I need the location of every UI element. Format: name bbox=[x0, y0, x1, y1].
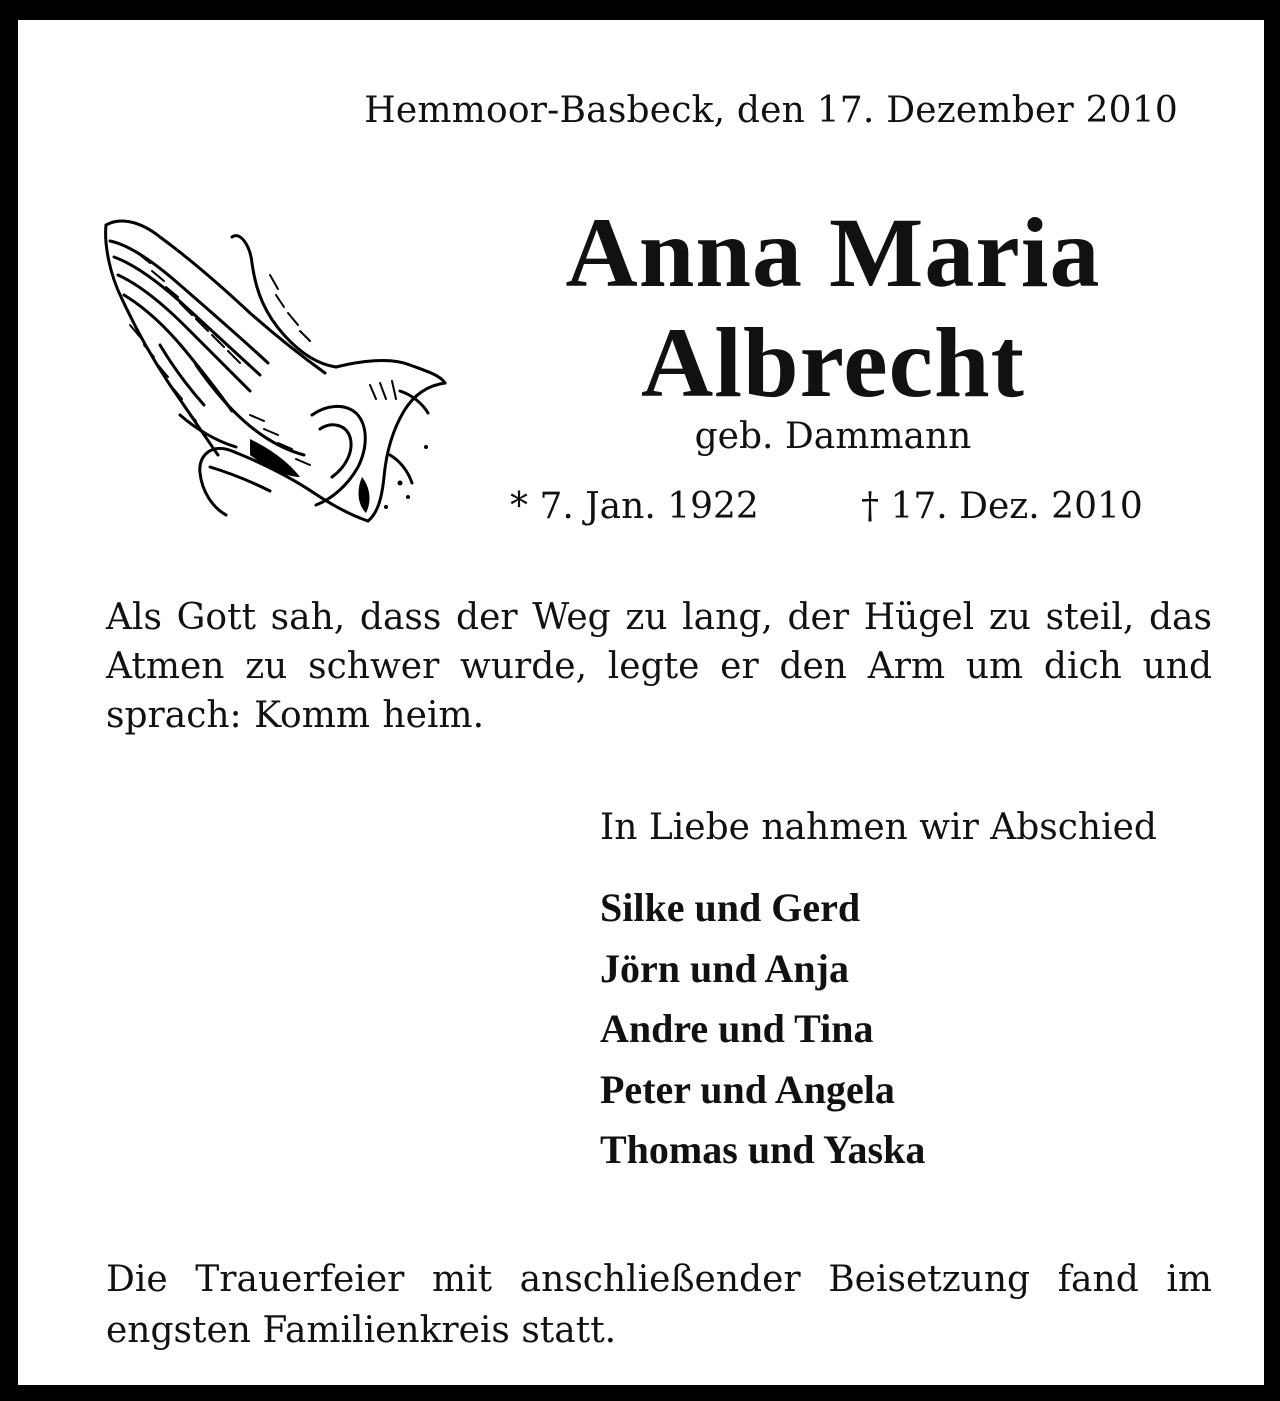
maiden-name: geb. Dammann bbox=[694, 416, 972, 457]
death-date: † 17. Dez. 2010 bbox=[861, 486, 1143, 527]
place-date: Hemmoor-Basbeck, den 17. Dezember 2010 bbox=[364, 90, 1178, 131]
praying-hands-icon bbox=[100, 215, 448, 525]
deceased-name bbox=[488, 198, 1178, 418]
mourners-list bbox=[600, 878, 925, 1181]
mourner-item: Jörn und Anja bbox=[600, 945, 849, 991]
name-line-first: Anna Maria bbox=[565, 197, 1101, 308]
name-line-last: Albrecht bbox=[641, 307, 1025, 418]
mourner-item: Peter und Angela bbox=[600, 1066, 895, 1112]
farewell-line: In Liebe nahmen wir Abschied bbox=[600, 807, 1157, 848]
mourner-item: Andre und Tina bbox=[600, 1006, 874, 1051]
mourner-item: Silke und Gerd bbox=[600, 885, 861, 930]
birth-date: * 7. Jan. 1922 bbox=[510, 486, 759, 527]
funeral-note: Die Trauerfeier mit anschließender Beisetzung fand im engsten Familienkreis statt. bbox=[106, 1259, 1212, 1351]
memorial-verse: Als Gott sah, dass der Weg zu lang, der Hügel zu steil, das Atmen zu schwer wurde, legte er den Arm um dich und sprach: Komm heim. bbox=[106, 597, 1212, 736]
mourner-item: Thomas und Yaska bbox=[600, 1127, 926, 1172]
